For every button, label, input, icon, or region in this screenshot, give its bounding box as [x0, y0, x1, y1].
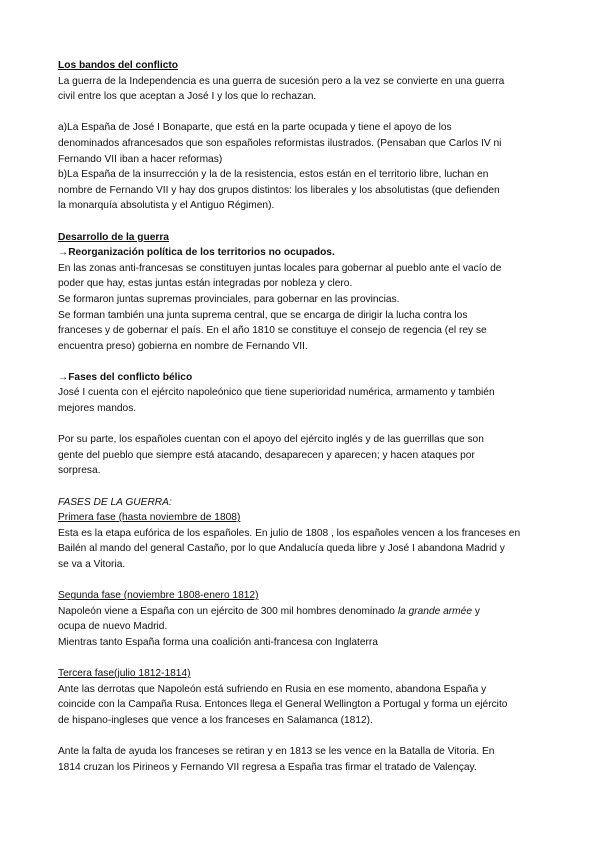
text-run: y [472, 605, 480, 617]
paragraph-line: a)La España de José I Bonaparte, que está en la parte ocupada y tiene el apoyo de los [58, 122, 452, 134]
section-title-bandos: Los bandos del conflicto [58, 60, 178, 71]
paragraph-line: José I cuenta con el ejército napoleónico que tiene superioridad numérica, armamento y también [58, 387, 495, 399]
paragraph-line: Se forman también una junta suprema central, que se encarga de dirigir la lucha contra los [58, 309, 468, 321]
paragraph-line: mejores mandos. [58, 403, 137, 415]
italic-term: la grande armée [397, 605, 473, 617]
paragraph-line: coincide con la Campaña Rusa. Entonces llega el General Wellington a Portugal y forma un ejército [58, 699, 508, 711]
paragraph-line: En las zonas anti-francesas se constituyen juntas locales para gobernar al pueblo ante el vacío de [58, 262, 502, 274]
paragraph-line: Se formaron juntas supremas provinciales, para gobernar en las provincias. [58, 293, 400, 305]
phase-title-tercera: Tercera fase(julio 1812-1814) [58, 668, 191, 680]
paragraph-line: b)La España de la insurrección y la de la resistencia, estos están en el territorio libre, luchan en [58, 169, 489, 181]
paragraph-line: sorpresa. [58, 465, 101, 477]
paragraph-line [58, 604, 550, 620]
paragraph-line: Fernando VII iban a hacer reformas) [58, 153, 223, 165]
paragraph-line: Ante las derrotas que Napoleón está sufriendo en Rusia en ese momento, abandona España y [58, 683, 487, 695]
paragraph-line: se va a Vitoria. [58, 559, 126, 570]
paragraph-line: La guerra de la Independencia es una guerra de sucesión pero a la vez se convierte en una guerra [58, 75, 505, 87]
paragraph-line: Esta es la etapa eufórica de los españoles. En julio de 1808 , los españoles vencen a los franceses en [58, 527, 521, 539]
paragraph-line: la monarquía absolutista y el Antiguo Régimen). [58, 200, 275, 212]
paragraph-line: denominados afrancesados que son españoles reformistas ilustrados. (Pensaban que Carlos IV ni [58, 137, 502, 149]
phase-title-segunda: Segunda fase (noviembre 1808-enero 1812) [58, 590, 259, 602]
paragraph-line: Ante la falta de ayuda los franceses se retiran y en 1813 se les vence en la Batalla de Vitoria. En [58, 746, 495, 758]
text-run: Napoleón viene a España con un ejército de 300 mil hombres denominado [58, 605, 398, 617]
paragraph-line: ocupa de nuevo Madrid. [58, 621, 168, 633]
paragraph-line: de hispano-ingleses que vence a los franceses en Salamanca (1812). [58, 714, 373, 726]
paragraph-line: gente del pueblo que siempre está atacando, desaparecen y aparecen; y hacen ataques por [58, 449, 475, 461]
paragraph-line: poder que hay, estas juntas están integradas por nobleza y clero. [58, 278, 353, 290]
section-title-desarrollo: Desarrollo de la guerra [58, 231, 169, 243]
document-body [58, 58, 550, 775]
paragraph-line: 1814 cruzan los Pirineos y Fernando VII regresa a España tras firmar el tratado de Valençay. [58, 761, 477, 773]
phase-title-primera: Primera fase (hasta noviembre de 1808) [58, 512, 241, 524]
paragraph-line: Mientras tanto España forma una coalición anti-francesa con Inglaterra [58, 636, 378, 648]
paragraph-line: civil entre los que aceptan a José I y los que lo rechazan. [58, 91, 317, 103]
paragraph-line: franceses y de gobernar el país. En el año 1810 se constituye el consejo de regencia (el rey se [58, 325, 487, 337]
paragraph-line: Bailén al mando del general Castaño, por lo que Andalucía queda libre y José I abandona Madrid y [58, 543, 505, 555]
section-title-fases: FASES DE LA GUERRA: [58, 496, 172, 508]
paragraph-line: nombre de Fernando VII y hay dos grupos distintos: los liberales y los absolutistas (que defienden [58, 184, 500, 196]
subheading-reorganizacion: →Reorganización política de los territorios no ocupados. [58, 247, 335, 259]
paragraph-line: encuentra preso) gobierna en nombre de Fernando VII. [58, 340, 308, 352]
subheading-fases-conflicto: →Fases del conflicto bélico [58, 371, 193, 383]
paragraph-line: Por su parte, los españoles cuentan con el apoyo del ejército inglés y de las guerrillas que son [58, 434, 484, 446]
